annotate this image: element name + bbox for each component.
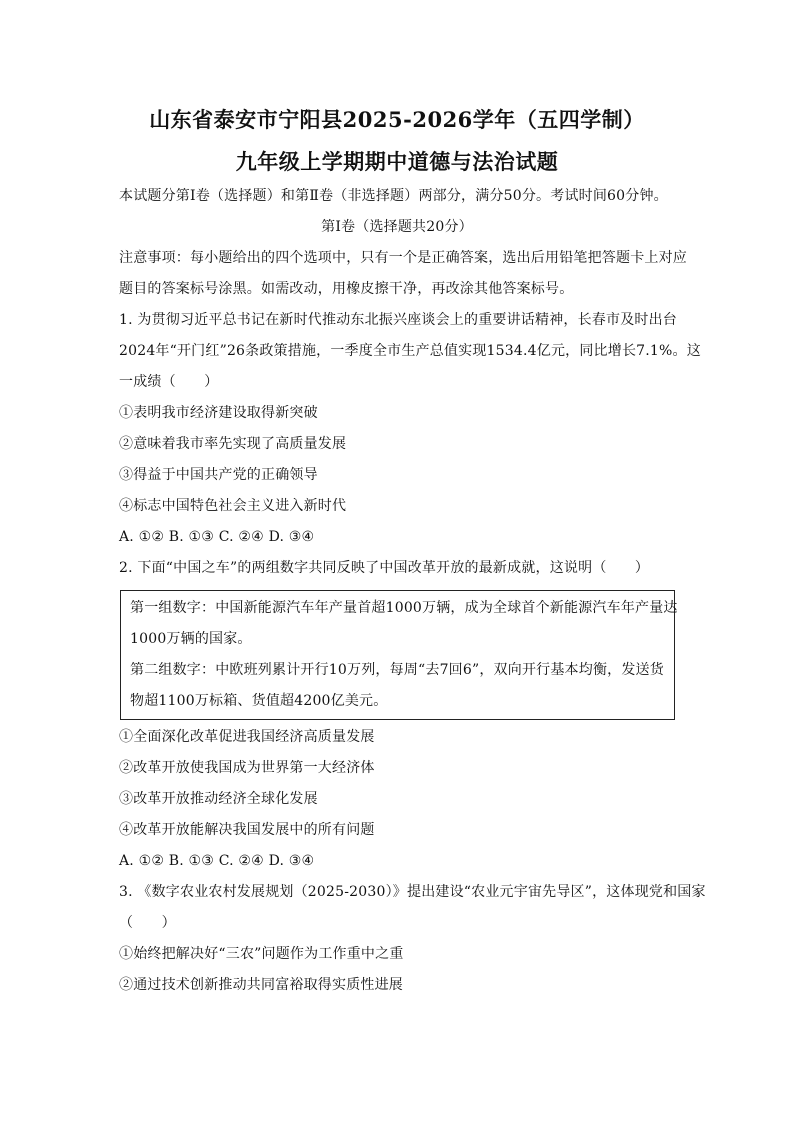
- notice-line-2: 题目的答案标号涂黑。如需改动，用橡皮擦干净，再改涂其他答案标号。: [119, 281, 574, 297]
- section-heading: 第Ⅰ卷（选择题共20分）: [321, 219, 473, 235]
- q1-option-3: ③得益于中国共产党的正确领导: [119, 467, 318, 483]
- q1-stem-line-3: 一成绩（ ）: [119, 374, 219, 390]
- q2-option-2: ②改革开放使我国成为世界第一大经济体: [119, 760, 375, 776]
- exam-title-line2: 九年级上学期期中道德与法治试题: [235, 149, 559, 174]
- q1-stem-line-2: 2024年“开门红”26条政策措施，一季度全市生产总值实现1534.4亿元，同比增长7.1%。这: [119, 343, 701, 359]
- q2-box-line-1: 第一组数字：中国新能源汽车年产量首超1000万辆，成为全球首个新能源汽车年产量达: [130, 600, 678, 616]
- q3-option-1: ①始终把解决好“三农”问题作为工作重中之重: [119, 946, 404, 962]
- q3-option-2: ②通过技术创新推动共同富裕取得实质性进展: [119, 977, 403, 993]
- q2-material-box: [120, 590, 678, 720]
- exam-title-line1: 山东省泰安市宁阳县2025-2026学年（五四学制）: [149, 107, 645, 132]
- q1-stem-line-1: 1. 为贯彻习近平总书记在新时代推动东北振兴座谈会上的重要讲话精神，长春市及时出台: [119, 312, 678, 328]
- q2-box-line-4: 物超1100万标箱、货值超4200亿美元。: [130, 693, 388, 709]
- q1-option-4: ④标志中国特色社会主义进入新时代: [119, 498, 347, 514]
- q2-option-4: ④改革开放能解决我国发展中的所有问题: [119, 822, 375, 838]
- q1-option-1: ①表明我市经济建设取得新突破: [119, 405, 318, 421]
- q2-option-1: ①全面深化改革促进我国经济高质量发展: [119, 729, 375, 745]
- q3-stem-line-2: （ ）: [119, 915, 176, 931]
- q2-box-line-2: 1000万辆的国家。: [130, 631, 252, 647]
- q2-box-line-3: 第二组数字：中欧班列累计开行10万列，每周“去7回6”，双向开行基本均衡，发送货: [130, 662, 664, 678]
- q2-choices: A. ①② B. ①③ C. ②④ D. ③④: [119, 853, 315, 869]
- exam-intro: 本试题分第Ⅰ卷（选择题）和第Ⅱ卷（非选择题）两部分，满分50分。考试时间60分钟。: [119, 188, 668, 204]
- q2-stem: 2. 下面“中国之车”的两组数字共同反映了中国改革开放的最新成就，这说明（ ）: [119, 560, 650, 576]
- q2-option-3: ③改革开放推动经济全球化发展: [119, 791, 318, 807]
- q1-option-2: ②意味着我市率先实现了高质量发展: [119, 436, 347, 452]
- notice-line-1: 注意事项：每小题给出的四个选项中，只有一个是正确答案，选出后用铅笔把答题卡上对应: [119, 250, 687, 266]
- q3-stem-line-1: 3. 《数字农业农村发展规划（2025-2030）》提出建设“农业元宇宙先导区”，这体现党和国家: [119, 884, 706, 900]
- q1-choices: A. ①② B. ①③ C. ②④ D. ③④: [119, 529, 315, 545]
